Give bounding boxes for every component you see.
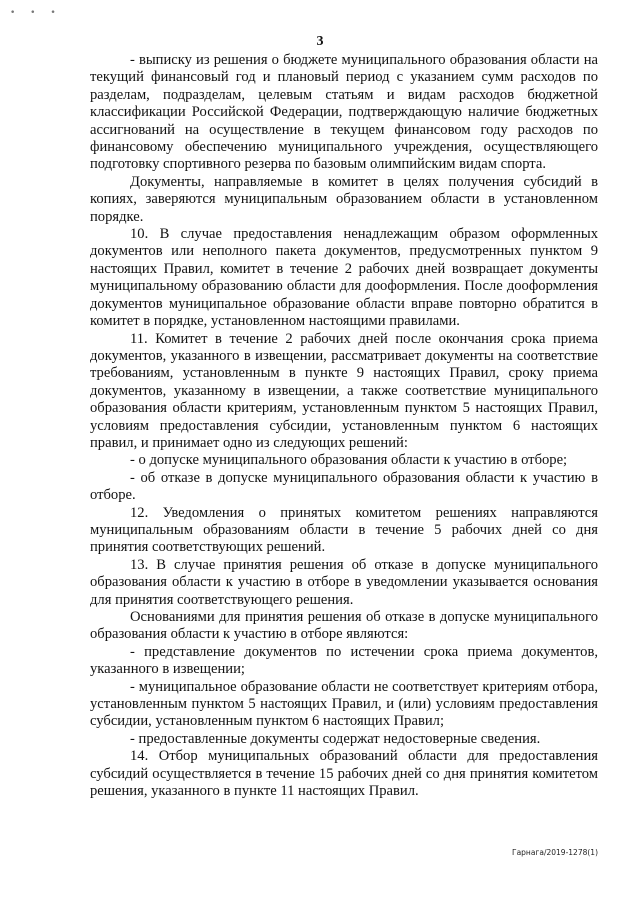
paragraph-item-14: 14. Отбор муниципальных образований области для предоставления субсидий осуществляется в течение 15 рабочих дней со дня принятия комитетом решения, указанного в пункте 11 настоящих Правил.	[90, 748, 598, 800]
paragraph-item-10: 10. В случае предоставления ненадлежащим образом оформленных документов или неполного пакета документов, предусмотренных пунктом 9 настоящих Правил, комитет в течение 2 рабочих дней возвращает документы муниципальному образованию области для дооформления. После дооформления документов муниципальное образование области вправе повторно обратится в комитет в порядке, установленном настоящими правилами.	[90, 226, 598, 330]
paragraph-copies-certified: Документы, направляемые в комитет в целях получения субсидий в копиях, заверяются муниципальным образованием области в установленном порядке.	[90, 173, 598, 225]
page-number: 3	[316, 34, 324, 49]
paragraph-refusal-grounds: Основаниями для принятия решения об отказе в допуске муниципального образования области к участию в отборе являются:	[90, 609, 598, 643]
scan-marks: • • •	[10, 8, 62, 18]
paragraph-ground-criteria: - муниципальное образование области не соответствует критериям отбора, установленным пунктом 5 настоящих Правил, и (или) условиям предоставления субсидии, установленным пунктом 6 настоящих Правил;	[90, 678, 598, 730]
document-body	[90, 52, 598, 800]
document-footer-code: Гарнага/2019-1278(1)	[512, 848, 598, 857]
paragraph-admission-decision: - о допуске муниципального образования области к участию в отборе;	[130, 452, 568, 469]
paragraph-ground-false-info: - предоставленные документы содержат недостоверные сведения.	[130, 730, 541, 747]
paragraph-ground-late: - представление документов по истечении срока приема документов, указанного в извещении;	[90, 643, 598, 678]
paragraph-item-12: 12. Уведомления о принятых комитетом решениях направляются муниципальным образованиям области в течение 5 рабочих дней со дня принятия соответствующих решений.	[90, 504, 598, 556]
paragraph-budget-extract: - выписку из решения о бюджете муниципального образования области на текущий финансовый год и плановый период с указанием сумм расходов по разделам, подразделам, целевым статьям и видам расходов бюджетной классификации Российской Федерации, подтверждающую наличие бюджетных ассигнований на осуществление в текущем финансовом году расходов по финансовому обеспечению муниципального учреждения, осуществляющего подготовку спортивного резерва по базовым олимпийским видам спорта.	[90, 52, 598, 173]
paragraph-refusal-decision: - об отказе в допуске муниципального образования области к участию в отборе.	[90, 469, 598, 504]
paragraph-item-13: 13. В случае принятия решения об отказе в допуске муниципального образования области к участию в отборе в уведомлении указывается основания для принятия соответствующего решения.	[90, 556, 598, 608]
paragraph-item-11: 11. Комитет в течение 2 рабочих дней после окончания срока приема документов, указанного в извещении, рассматривает документы на соответствие требованиям, установленным в пункте 9 настоящих Правил, сроку приема документов, указанному в извещении, а также соответствие муниципального образования области критериям, установленным пунктом 5 настоящих Правил, условиям предоставления субсидии, установленным пунктом 6 настоящих правил, и принимает одно из следующих решений:	[90, 330, 598, 451]
